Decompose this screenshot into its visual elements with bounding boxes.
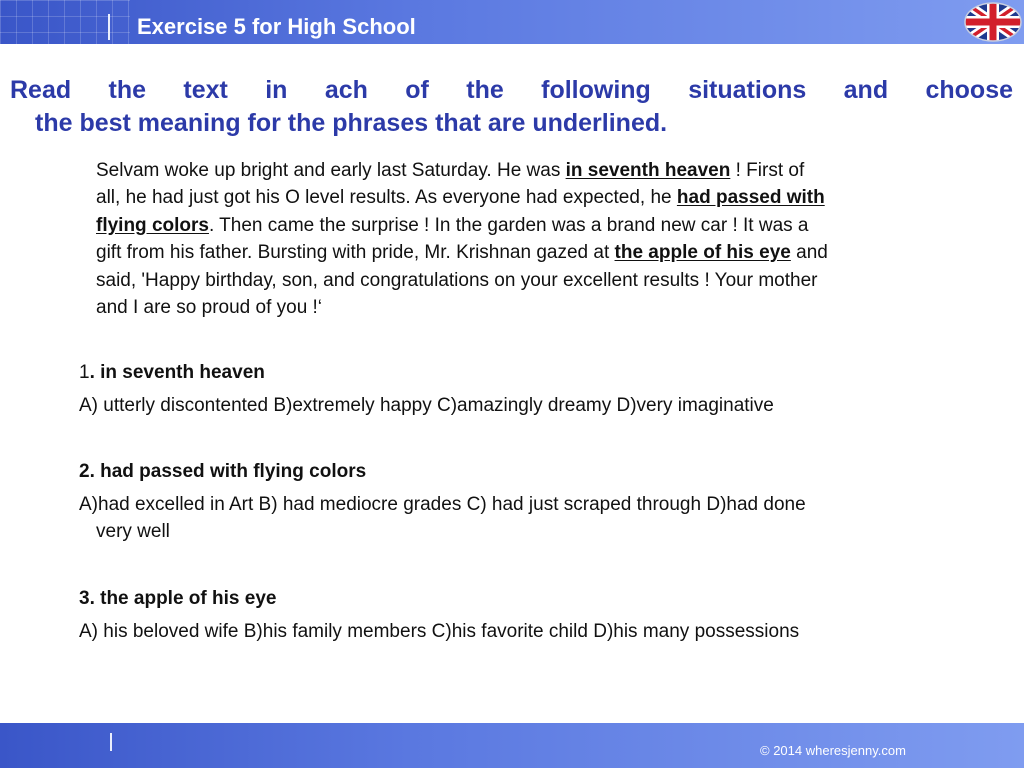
passage-text: ! First of [730, 160, 805, 181]
question-1-options: A) utterly discontented B)extremely happy C)amazingly dreamy D)very imaginative [79, 395, 774, 416]
passage-text: . Then came the surprise ! In the garden was a brand new car ! It was a [208, 214, 809, 236]
footer-divider [110, 733, 112, 751]
reading-passage [96, 157, 976, 321]
header-divider [108, 14, 110, 40]
passage-text: all, he had just got his O level results. As everyone had expected, he [96, 187, 677, 209]
question-2-options-line-1: A)had excelled in Art B) had mediocre grades C) had just scraped through D)had done [79, 494, 806, 515]
passage-line [96, 239, 976, 266]
underlined-phrase: the apple of his eye [614, 242, 791, 264]
passage-text: Selvam woke up bright and early last Saturday. He was [96, 160, 566, 181]
question-3-title: 3. the apple of his eye [79, 588, 277, 609]
passage-line: and I are so proud of you !‘ [96, 297, 323, 319]
page-title: Exercise 5 for High School [137, 14, 416, 39]
question-number: 1 [79, 362, 90, 383]
question-3-options: A) his beloved wife B)his family members C)his favorite child D)his many possessions [79, 621, 800, 642]
instruction-line-1: Read the text in ach of the following situations and choose [10, 76, 1013, 104]
header-grid-pattern [0, 0, 130, 44]
underlined-phrase: flying colors [96, 214, 209, 236]
question-2-title: 2. had passed with flying colors [79, 461, 367, 482]
question-phrase: . in seventh heaven [89, 362, 265, 383]
passage-line [96, 157, 976, 184]
question-2-options [79, 491, 806, 545]
question-2-options-line-2: very well [96, 521, 170, 542]
uk-flag-icon [964, 2, 1022, 42]
header-bar [0, 0, 1024, 44]
copyright-text: © 2014 wheresjenny.com [760, 743, 906, 758]
passage-line [96, 184, 976, 211]
instruction-line-2: the best meaning for the phrases that are underlined. [35, 109, 668, 137]
passage-line: said, 'Happy birthday, son, and congratulations on your excellent results ! Your mother [96, 269, 818, 291]
footer-bar [0, 723, 1024, 768]
question-1-title [79, 359, 265, 386]
instruction-text [10, 74, 1013, 140]
passage-text: and [790, 242, 828, 264]
passage-text: gift from his father. Bursting with pride, Mr. Krishnan gazed at [96, 242, 615, 264]
passage-line [96, 212, 976, 239]
underlined-phrase: in seventh heaven [565, 160, 731, 181]
underlined-phrase: had passed with [676, 187, 825, 209]
